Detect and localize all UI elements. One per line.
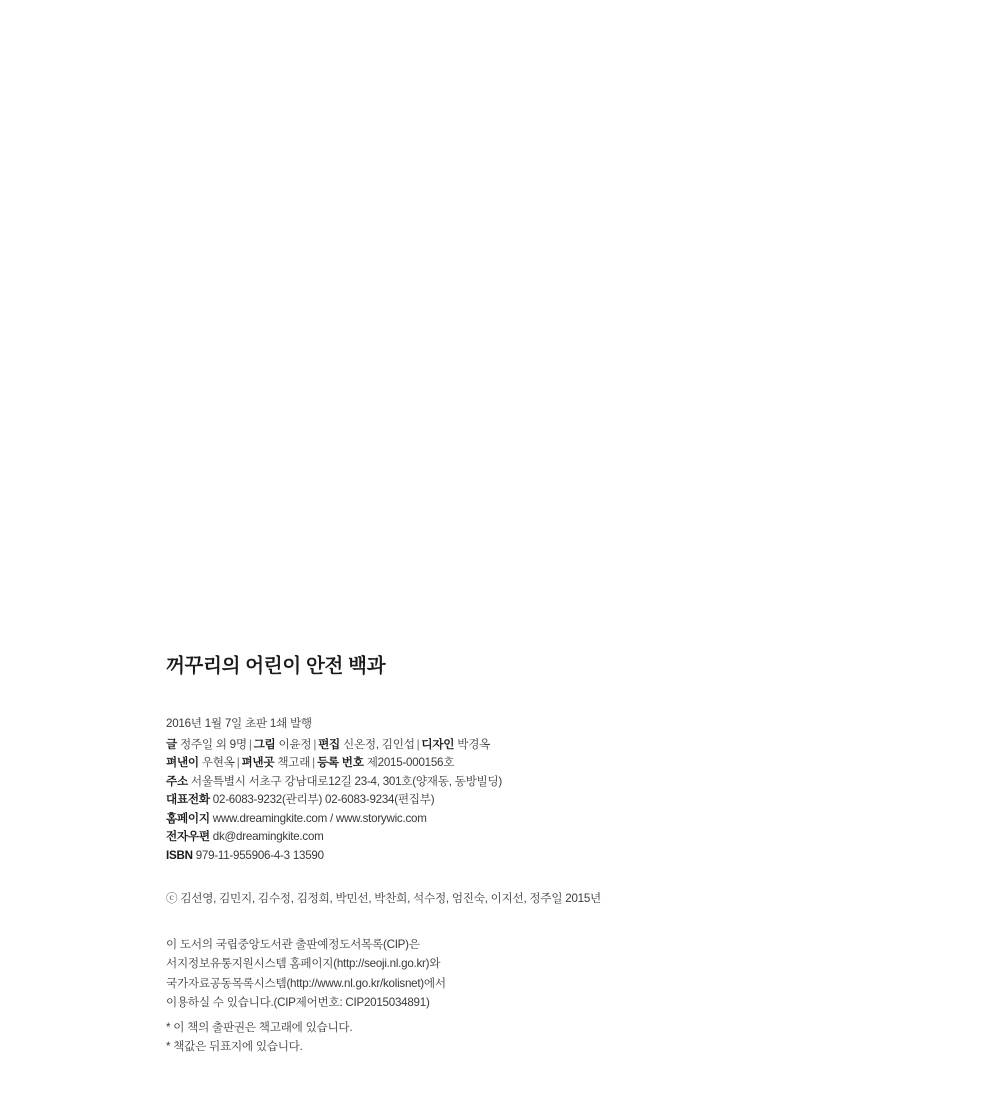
credit-label-editor: 편집 <box>318 737 341 751</box>
credit-value-address: 서울특별시 서초구 강남대로12길 23-4, 301호(양재동, 동방빌딩) <box>190 774 503 788</box>
credit-line-homepage <box>166 810 866 829</box>
credit-label-phone: 대표전화 <box>166 793 210 807</box>
credit-value-editor: 신온정, 김인섭 <box>343 737 415 751</box>
credit-line-publisher <box>166 754 866 773</box>
credit-separator: | <box>236 756 240 770</box>
credit-label-illustrator: 그림 <box>253 737 276 751</box>
cip-line-1: 이 도서의 국립중앙도서관 출판예정도서목록(CIP)은 <box>166 937 420 951</box>
publisher-notes <box>166 1018 866 1057</box>
credit-label-publisher-person: 펴낸이 <box>166 756 199 770</box>
credit-value-homepage[interactable]: www.dreamingkite.com / www.storywic.com <box>212 811 427 825</box>
credit-value-writer: 정주일 외 9명 <box>179 737 247 751</box>
credit-line-authors <box>166 736 866 755</box>
credit-label-isbn: ISBN <box>166 848 193 862</box>
credit-label-writer: 글 <box>166 737 177 751</box>
publication-date: 2016년 1월 7일 초판 1쇄 발행 <box>166 717 312 731</box>
page-title: 꺼꾸리의 어린이 안전 백과 <box>166 655 386 677</box>
credit-value-publisher-person: 우현옥 <box>201 756 235 770</box>
credit-label-registration: 등록 번호 <box>316 756 364 770</box>
note-line-1: * 이 책의 출판권은 책고래에 있습니다. <box>166 1020 353 1034</box>
colophon-block <box>166 655 866 1057</box>
credit-label-homepage: 홈페이지 <box>166 811 210 825</box>
credit-label-designer: 디자인 <box>421 737 455 751</box>
credit-line-address <box>166 773 866 792</box>
cip-line-3: 국가자료공동목록시스템(http://www.nl.go.kr/kolisnet)에서 <box>166 976 446 990</box>
credit-value-publisher-house: 책고래 <box>277 756 311 770</box>
credit-separator: | <box>313 737 317 751</box>
credit-separator: | <box>416 737 420 751</box>
credit-label-address: 주소 <box>166 774 188 788</box>
credit-value-registration: 제2015-000156호 <box>366 756 455 770</box>
credit-separator: | <box>312 756 315 770</box>
cip-notice <box>166 935 866 1013</box>
credit-value-designer: 박경옥 <box>457 737 491 751</box>
credit-value-illustrator: 이윤정 <box>278 737 312 751</box>
credit-label-publisher-house: 펴낸곳 <box>241 756 275 770</box>
cip-line-2: 서지정보유통지원시스템 홈페이지(http://seoji.nl.go.kr)와 <box>166 957 441 971</box>
copyright-notice: ⓒ 김선영, 김민지, 김수정, 김정희, 박민선, 박찬희, 석수정, 엄진숙, 이지선, 정주일 2015년 <box>166 892 601 906</box>
credit-line-isbn <box>166 847 866 866</box>
credit-label-email: 전자우편 <box>166 830 210 844</box>
credit-value-email[interactable]: dk@dreamingkite.com <box>212 830 324 844</box>
credit-separator: | <box>248 737 252 751</box>
credit-value-isbn: 979-11-955906-4-3 13590 <box>195 848 324 862</box>
note-line-2: * 책값은 뒤표지에 있습니다. <box>166 1040 303 1054</box>
credit-line-email <box>166 828 866 847</box>
publication-meta <box>166 715 866 865</box>
cip-line-4: 이용하실 수 있습니다.(CIP제어번호: CIP2015034891) <box>166 996 430 1010</box>
credit-line-phone <box>166 791 866 810</box>
credit-value-phone: 02-6083-9232(관리부) 02-6083-9234(편집부) <box>212 793 435 807</box>
